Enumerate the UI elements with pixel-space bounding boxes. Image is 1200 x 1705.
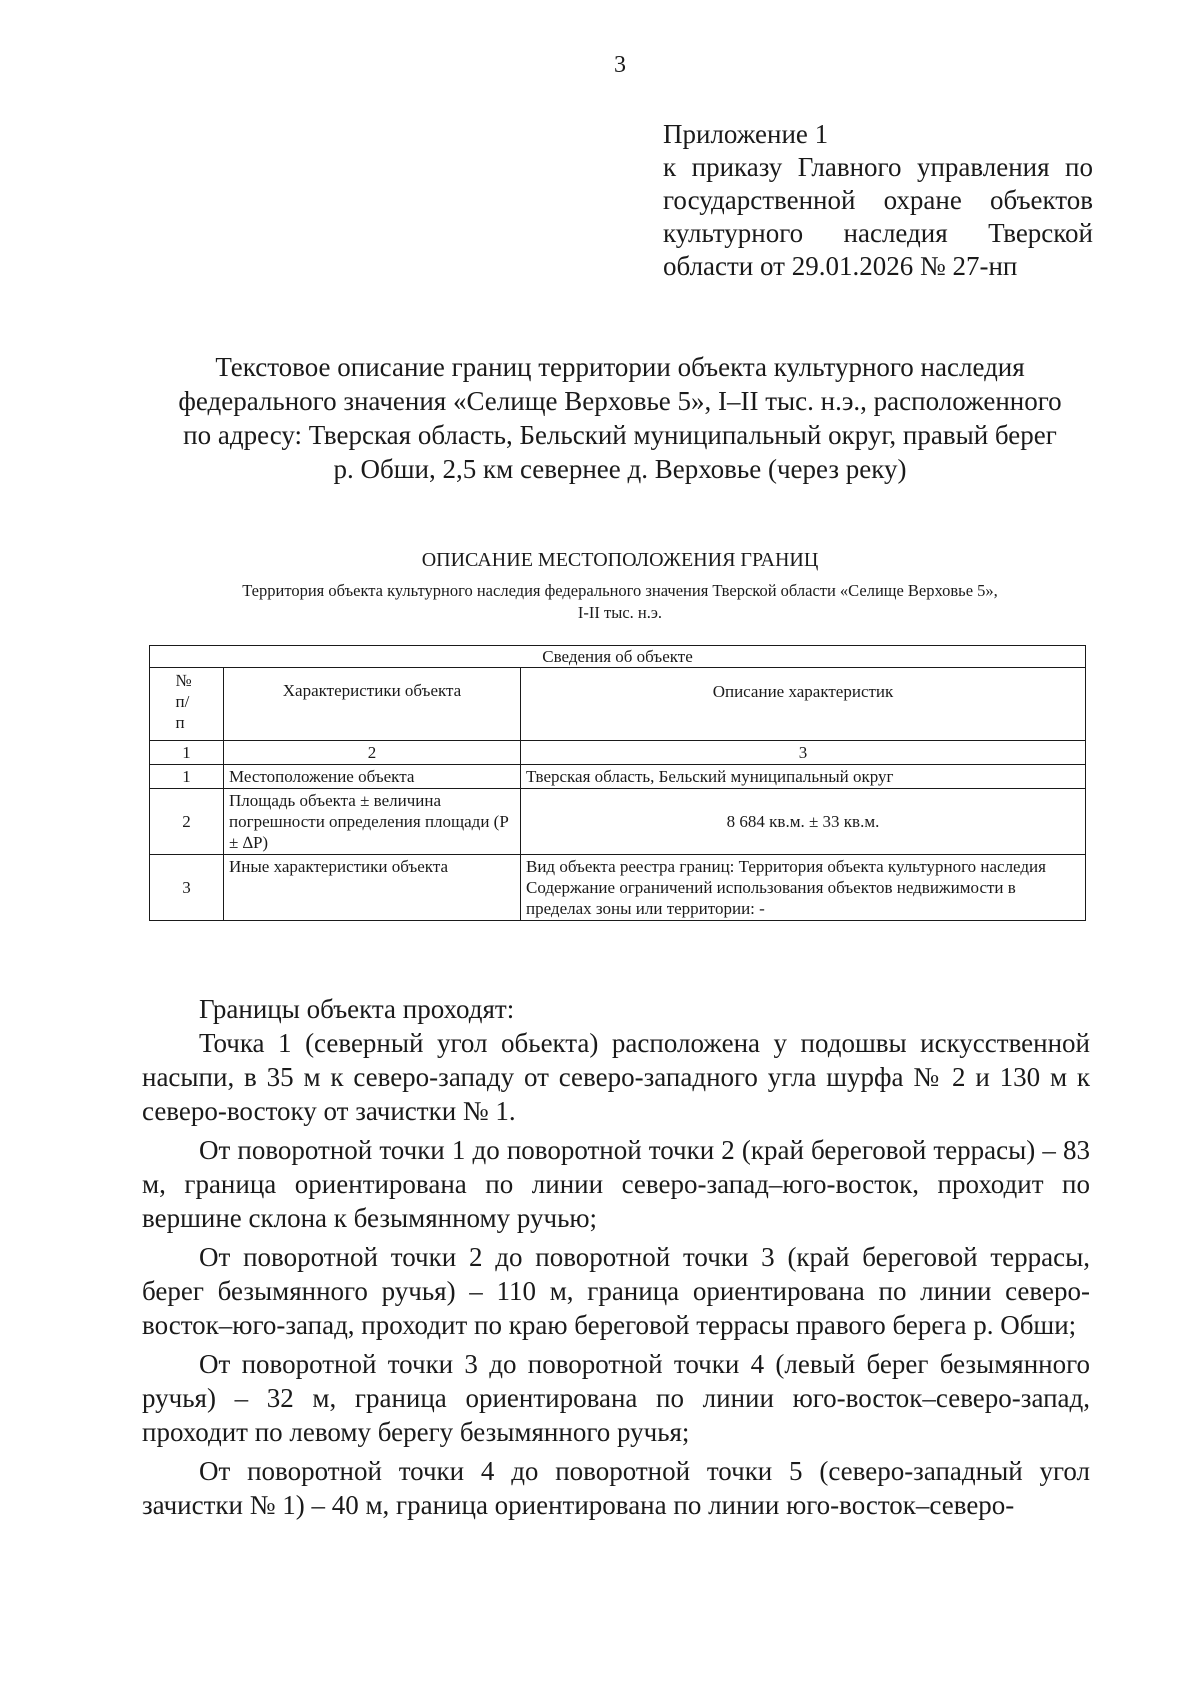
row-characteristic: Иные характеристики объекта bbox=[224, 855, 521, 921]
appendix-line: государственной охране объектов bbox=[663, 185, 1093, 215]
title-line: р. Обши, 2,5 км севернее д. Верховье (через реку) bbox=[333, 454, 907, 484]
header-number-text: № п/ п bbox=[175, 671, 192, 732]
row-characteristic: Местоположение объекта bbox=[224, 765, 521, 789]
body-paragraph: Точка 1 (северный угол обьекта) расположена у подошвы искусственной насыпи, в 35 м к северо-западу от северо-западного угла шурфа № 2 и 130 м к северо-востоку от зачистки № 1. bbox=[142, 1028, 1090, 1126]
row-description bbox=[521, 855, 1086, 921]
table-row bbox=[150, 855, 1086, 921]
row-description-line: Вид объекта реестра границ: Территория объекта культурного наследия bbox=[526, 857, 1046, 876]
appendix-line: культурного наследия Тверской bbox=[663, 218, 1093, 248]
column-number: 2 bbox=[224, 741, 521, 765]
table-header-row bbox=[150, 668, 1086, 741]
column-number: 3 bbox=[521, 741, 1086, 765]
column-number-row bbox=[150, 741, 1086, 765]
column-number: 1 bbox=[150, 741, 224, 765]
body-paragraph: От поворотной точки 1 до поворотной точки 2 (край береговой террасы) – 83 м, граница ориентирована по линии северо-запад–юго-восток, проходит по вершине склона к безымянному ручью; bbox=[142, 1135, 1090, 1233]
table-row bbox=[150, 789, 1086, 855]
header-description: Описание характеристик bbox=[521, 668, 1086, 741]
appendix-line: Приложение 1 bbox=[663, 119, 829, 149]
appendix-line: области от 29.01.2026 № 27-нп bbox=[663, 251, 1018, 281]
body-paragraph: От поворотной точки 3 до поворотной точки 4 (левый берег безымянного ручья) – 32 м, граница ориентирована по линии юго-восток–северо-запад, проходит по левому берегу безымянного ручья; bbox=[142, 1349, 1090, 1447]
subtitle-line: Территория объекта культурного наследия федерального значения Тверской области «Селище Верховье 5», bbox=[242, 581, 998, 600]
row-number: 2 bbox=[150, 789, 224, 855]
appendix-block bbox=[663, 118, 1093, 283]
body-paragraph: Границы объекта проходят: bbox=[199, 994, 515, 1024]
row-description: 8 684 кв.м. ± 33 кв.м. bbox=[521, 789, 1086, 855]
boundary-description bbox=[142, 992, 1090, 1522]
document-title bbox=[130, 350, 1110, 486]
table-caption-row bbox=[150, 646, 1086, 668]
table-caption: Сведения об объекте bbox=[150, 646, 1086, 668]
subtitle-line: I-II тыс. н.э. bbox=[577, 603, 663, 622]
header-characteristic: Характеристики объекта bbox=[224, 668, 521, 741]
table-row bbox=[150, 765, 1086, 789]
body-paragraph: От поворотной точки 2 до поворотной точки 3 (край береговой террасы, берег безымянного ручья) – 110 м, граница ориентирована по линии северо-восток–юго-запад, проходит по краю береговой террасы правого берега р. Обши; bbox=[142, 1242, 1090, 1340]
row-description: Тверская область, Бельский муниципальный округ bbox=[521, 765, 1086, 789]
title-line: Текстовое описание границ территории объекта культурного наследия bbox=[215, 352, 1025, 382]
page-number: 3 bbox=[614, 52, 626, 78]
title-line: федерального значения «Селище Верховье 5», I–II тыс. н.э., расположенного bbox=[178, 386, 1062, 416]
body-paragraph: От поворотной точки 4 до поворотной точки 5 (северо-западный угол зачистки № 1) – 40 м, граница ориентирована по линии юго-восток–северо- bbox=[142, 1456, 1090, 1520]
header-number bbox=[150, 668, 224, 741]
row-number: 3 bbox=[150, 855, 224, 921]
description-heading: ОПИСАНИЕ МЕСТОПОЛОЖЕНИЯ ГРАНИЦ bbox=[421, 549, 819, 571]
row-number: 1 bbox=[150, 765, 224, 789]
row-description-line: Содержание ограничений использования объектов недвижимости в пределах зоны или территории: - bbox=[526, 878, 1016, 918]
object-info-table bbox=[149, 645, 1086, 921]
row-characteristic: Площадь объекта ± величина погрешности определения площади (Р ± ∆Р) bbox=[224, 789, 521, 855]
description-subtitle bbox=[130, 580, 1110, 624]
appendix-line: к приказу Главного управления по bbox=[663, 152, 1093, 182]
title-line: по адресу: Тверская область, Бельский муниципальный округ, правый берег bbox=[183, 420, 1057, 450]
